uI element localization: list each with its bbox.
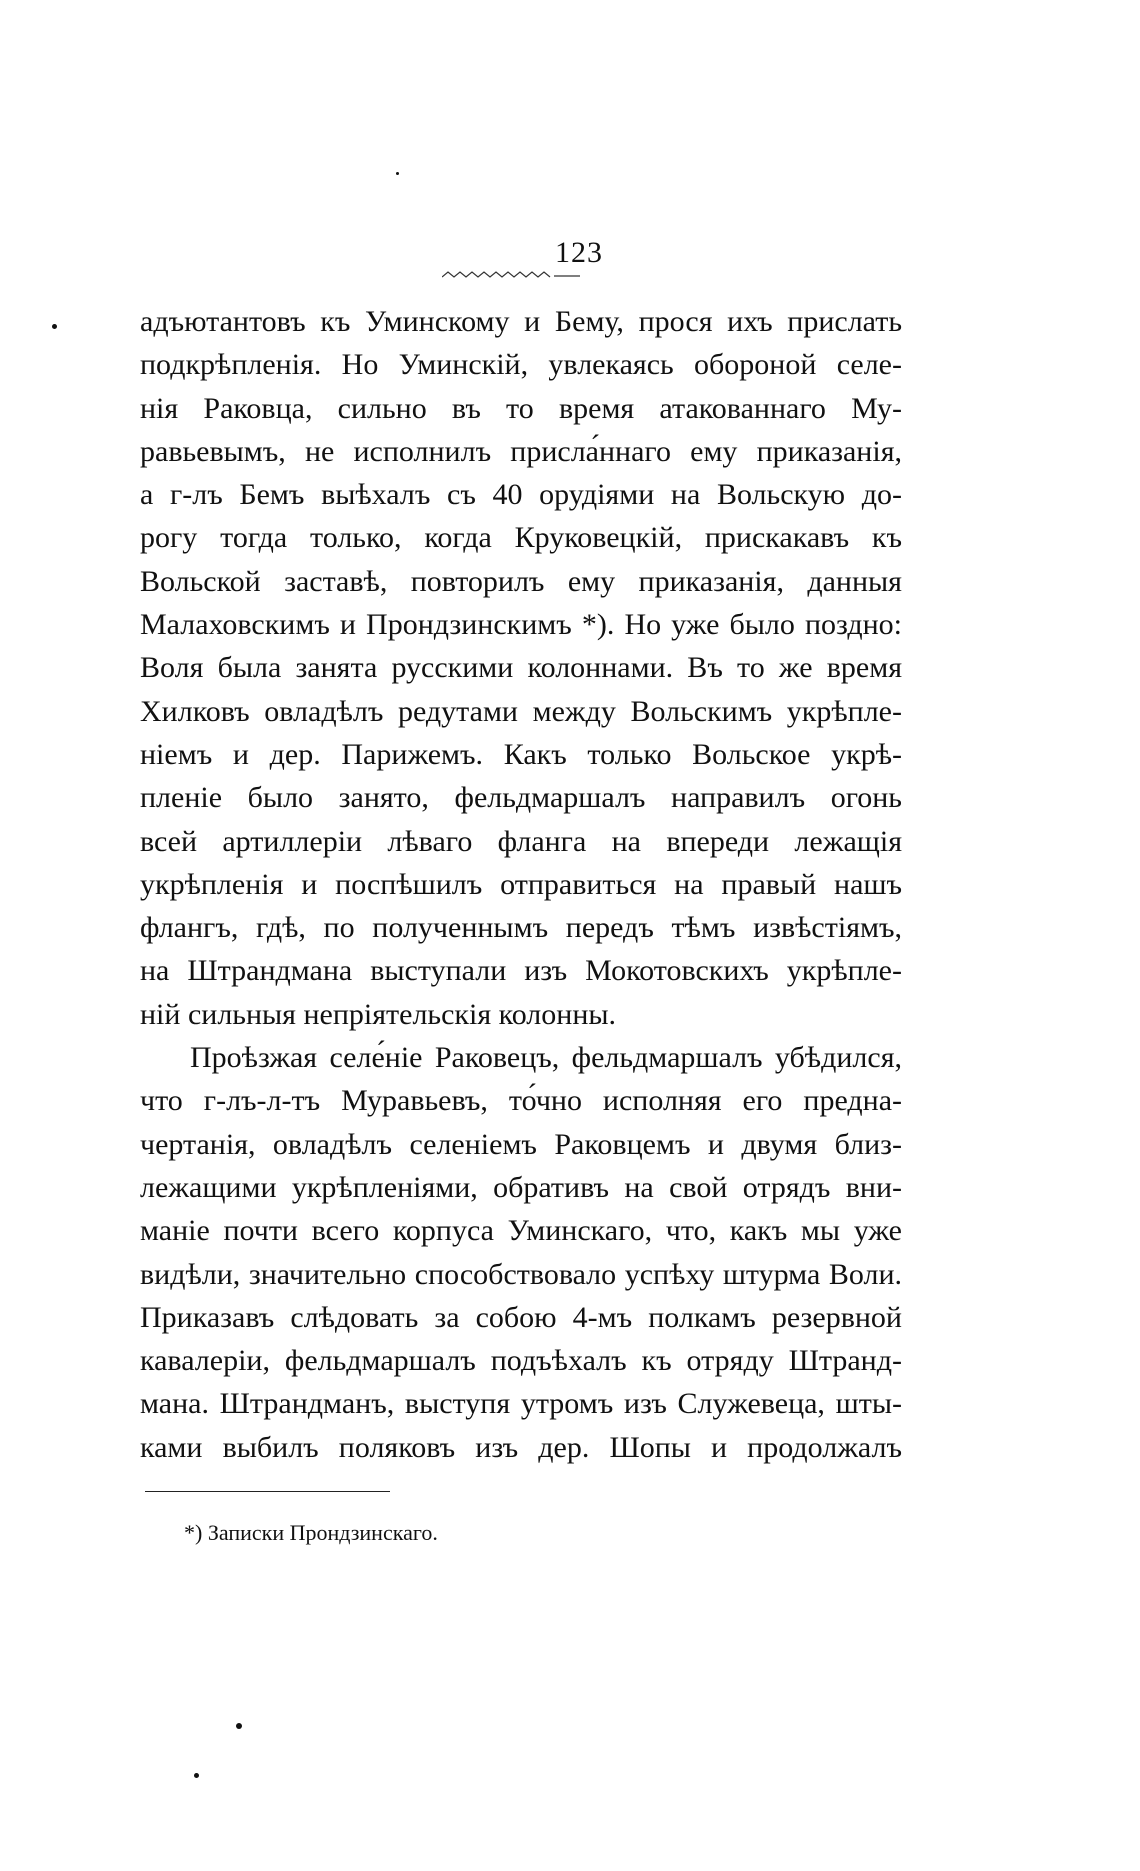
text-line: равьевымъ, не исполнилъ присла́ннаго ему приказанія, xyxy=(140,434,902,468)
text-line: Малаховскимъ и Прондзинскимъ *). Но уже было поздно: xyxy=(140,608,902,642)
scan-speck xyxy=(236,1723,242,1729)
text-line: подкрѣпленія. Но Уминскій, увлекаясь обороной селе- xyxy=(140,348,902,382)
text-line: Проѣзжая селе́ніе Раковецъ, фельдмаршалъ убѣдился, xyxy=(190,1041,902,1075)
paragraph-2 xyxy=(140,1036,902,1469)
text-line: всей артиллеріи лѣваго фланга на впереди лежащія xyxy=(140,824,902,858)
text-line: пленіе было занято, фельдмаршалъ направилъ огонь xyxy=(140,781,902,815)
text-line: маніе почти всего корпуса Уминскаго, что, какъ мы уже xyxy=(140,1214,902,1248)
text-line: кавалеріи, фельдмаршалъ подъѣхалъ къ отряду Штранд- xyxy=(140,1344,902,1378)
scan-speck xyxy=(52,324,57,329)
footnote: *) Записки Прондзинскаго. xyxy=(184,1520,438,1545)
text-line: Воля была занята русскими колоннами. Въ то же время xyxy=(140,651,902,685)
text-line: а г-лъ Бемъ выѣхалъ съ 40 орудіями на Вольскую до- xyxy=(140,478,902,512)
text-line: мана. Штрандманъ, выступя утромъ изъ Служевеца, шты- xyxy=(140,1387,902,1421)
text-line: видѣли, значительно способствовало успѣху штурма Воли. xyxy=(140,1257,902,1291)
body-text xyxy=(140,300,902,1469)
scan-speck xyxy=(396,172,399,175)
footnote-divider xyxy=(145,1491,390,1492)
text-line: Вольской заставѣ, повторилъ ему приказанія, данныя xyxy=(140,564,902,598)
text-line: флангъ, гдѣ, по полученнымъ передъ тѣмъ извѣстіямъ, xyxy=(140,911,902,945)
text-line: лежащими укрѣпленіями, обративъ на свой отрядъ вни- xyxy=(140,1170,902,1204)
page-number xyxy=(0,236,1140,270)
ornament-divider xyxy=(442,270,580,280)
text-line: рогу тогда только, когда Круковецкій, прискакавъ къ xyxy=(140,521,902,555)
paragraph-1 xyxy=(140,300,902,1036)
text-line: ній сильныя непріятельскія колонны. xyxy=(140,997,617,1031)
text-line: ками выбилъ поляковъ изъ дер. Шопы и продолжалъ xyxy=(140,1430,902,1464)
text-line: укрѣпленія и поспѣшилъ отправиться на правый нашъ xyxy=(140,867,902,901)
page-number-text: 123 xyxy=(555,236,603,269)
text-line: Хилковъ овладѣлъ редутами между Вольскимъ укрѣпле- xyxy=(140,694,902,728)
text-line: ніемъ и дер. Парижемъ. Какъ только Вольское укрѣ- xyxy=(140,737,902,771)
text-line: адъютантовъ къ Уминскому и Бему, прося ихъ прислать xyxy=(140,305,902,338)
text-line: что г-лъ-л-тъ Муравьевъ, то́чно исполняя его предна- xyxy=(140,1084,902,1118)
text-line: Приказавъ слѣдовать за собою 4-мъ полкамъ резервной xyxy=(140,1300,902,1334)
text-line: нія Раковца, сильно въ то время атакованнаго Му- xyxy=(140,391,902,425)
text-line: чертанія, овладѣлъ селеніемъ Раковцемъ и двумя близ- xyxy=(140,1127,902,1161)
scan-speck xyxy=(194,1773,199,1778)
text-line: на Штрандмана выступали изъ Мокотовскихъ укрѣпле- xyxy=(140,954,902,988)
